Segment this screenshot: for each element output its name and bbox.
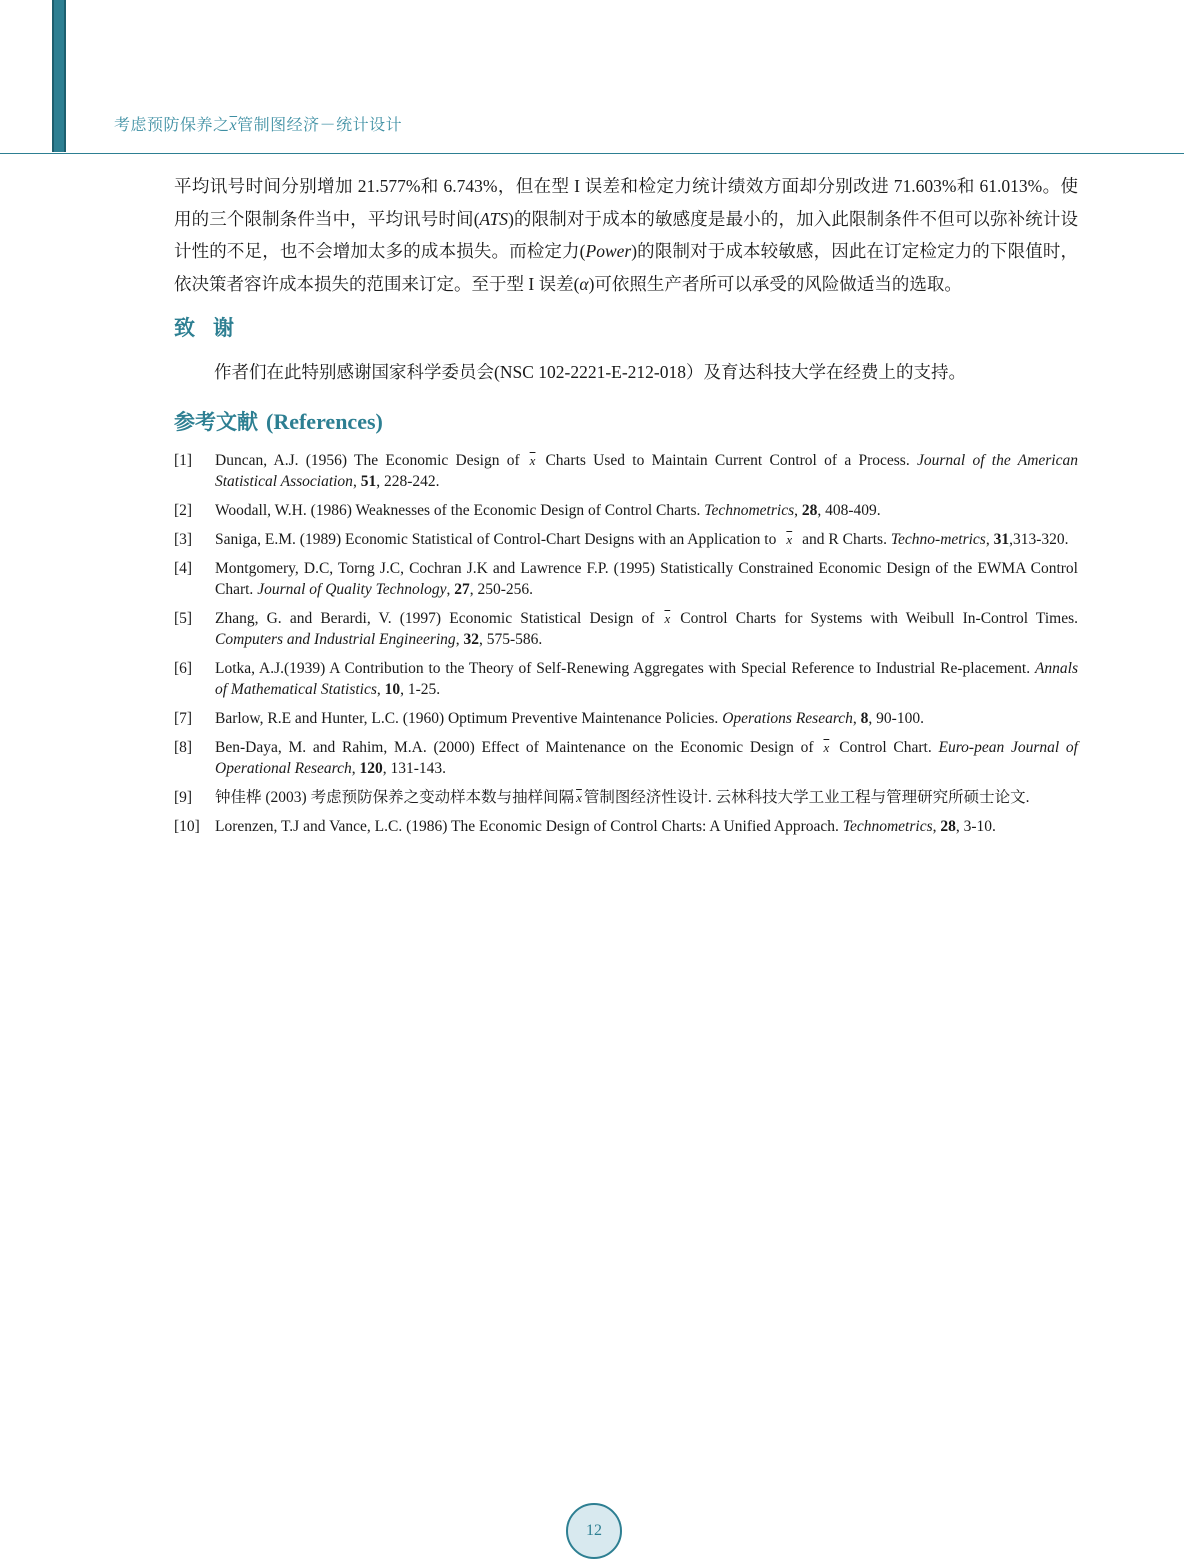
reference-item: [3] Saniga, E.M. (1989) Economic Statistical of Control-Chart Designs with an Application to $\overline{x}$ and R Charts. Techno-metrics, 31,313-320. — [174, 531, 1069, 548]
x-bar-symbol: $\overline{x}$ — [664, 611, 671, 626]
conclusion-paragraph: 平均讯号时间分别增加 21.577%和 6.743%，但在型 I 误差和检定力统计绩效方面却分别改进 71.603%和 61.013%。使用的三个限制条件当中，平均讯号时间(ATS)的限制对于成本的敏感度是最小的，加入此限制条件不但可以弥补统计设计性的不足，也不会增加太多的成本损失。而检定力(Power)的限制对于成本较敏感，因此在订定检定力的下限值时，依决策者容许成本损失的范围来订定。至于型 I 误差(α)可依照生产者所可以承受的风险做适当的选取。 — [174, 176, 1079, 294]
running-header: 考虑预防保养之$\overline{x}$管制图经济－统计设计 — [114, 115, 403, 134]
x-bar-symbol: $\overline{x}$ — [786, 532, 793, 547]
reference-list — [174, 450, 1078, 837]
reference-item: [4] Montgomery, D.C, Torng J.C, Cochran J.K and Lawrence F.P. (1995) Statistically Constrained Economic Design of the EWMA Control Chart. Journal of Quality Technology, 27, 250-256. — [174, 560, 1078, 598]
x-bar-symbol: $\overline{x}$ — [229, 117, 238, 134]
reference-item: [9] 钟佳桦 (2003) 考虑预防保养之变动样本数与抽样间隔 $\overline{x}$ 管制图经济性设计. 云林科技大学工业工程与管理研究所硕士论文. — [174, 789, 1030, 806]
header-rule — [0, 153, 1184, 154]
acknowledgement-text: 作者们在此特别感谢国家科学委员会(NSC 102-2221-E-212-018）及育达科技大学在经费上的支持。 — [214, 362, 966, 382]
reference-item: [5] Zhang, G. and Berardi, V. (1997) Economic Statistical Design of $\overline{x}$ Control Charts for Systems with Weibull In-Control Times. Computers and Industrial Engineering, 32, 575-586. — [174, 610, 1078, 648]
reference-item: [7] Barlow, R.E and Hunter, L.C. (1960) Optimum Preventive Maintenance Policies. Operations Research, 8, 90-100. — [174, 710, 924, 727]
reference-item: [1] Duncan, A.J. (1956) The Economic Design of $\overline{x}$ Charts Used to Maintain Current Control of a Process. Journal of the American Statistical Association, 51, 228-242. — [174, 452, 1078, 490]
reference-item: [2] Woodall, W.H. (1986) Weaknesses of the Economic Design of Control Charts. Technometrics, 28, 408-409. — [174, 502, 881, 519]
x-bar-symbol: $\overline{x}$ — [529, 453, 536, 468]
reference-item: [10] Lorenzen, T.J and Vance, L.C. (1986) The Economic Design of Control Charts: A Unified Approach. Technometrics, 28, 3-10. — [174, 818, 996, 835]
reference-item: [8] Ben-Daya, M. and Rahim, M.A. (2000) Effect of Maintenance on the Economic Design of $\overline{x}$ Control Chart. Euro-pean Journal of Operational Research, 120, 131-143. — [174, 739, 1078, 777]
x-bar-symbol: $\overline{x}$ — [576, 790, 582, 805]
reference-item: [6] Lotka, A.J.(1939) A Contribution to the Theory of Self-Renewing Aggregates with Special Reference to Industrial Re-placement. Annals of Mathematical Statistics, 10, 1-25. — [174, 660, 1078, 698]
x-bar-symbol: $\overline{x}$ — [823, 740, 830, 755]
references-heading: 参考文献 (References) — [174, 409, 383, 434]
header-accent-bar — [52, 0, 66, 152]
page-number: 12 — [566, 1503, 622, 1559]
acknowledgement-heading: 致谢 — [174, 316, 252, 340]
page-content — [174, 170, 1078, 845]
